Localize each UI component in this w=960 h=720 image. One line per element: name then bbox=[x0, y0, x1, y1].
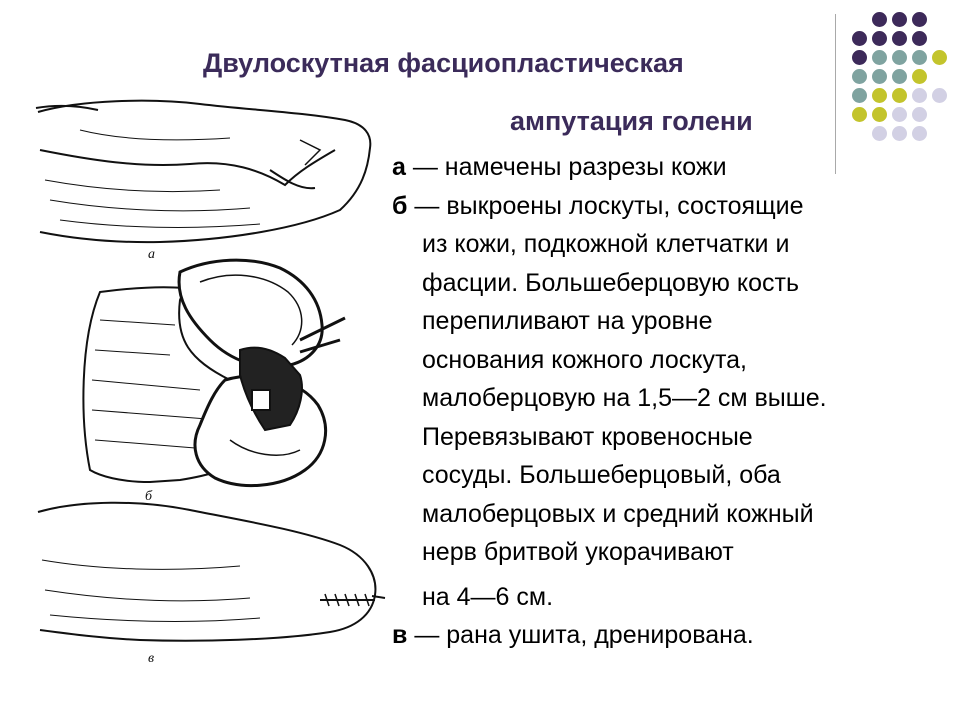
decorative-dot bbox=[912, 107, 927, 122]
item-first-line bbox=[392, 616, 952, 655]
item-continuation-line: сосуды. Большеберцовый, оба bbox=[422, 461, 781, 489]
item-letter: а bbox=[392, 153, 406, 181]
item-continuation-line: нерв бритвой укорачивают bbox=[422, 538, 734, 566]
description-text bbox=[392, 148, 952, 655]
item-text: — рана ушита, дренирована. bbox=[414, 621, 754, 649]
figure-v-label: в bbox=[148, 651, 155, 666]
slide-title-line-1: Двулоскутная фасциопластическая bbox=[203, 48, 684, 78]
decorative-dot-grid bbox=[852, 12, 952, 162]
amputation-illustrations bbox=[0, 80, 400, 720]
figure-b-label: б bbox=[145, 489, 153, 504]
decorative-dot bbox=[852, 50, 867, 65]
figure-a-label: а bbox=[148, 247, 155, 262]
decorative-dot bbox=[892, 12, 907, 27]
item-continuation-line: основания кожного лоскута, bbox=[422, 345, 747, 374]
item-1 bbox=[392, 148, 952, 187]
decorative-dot bbox=[892, 69, 907, 84]
item-text: — намечены разрезы кожи bbox=[412, 153, 727, 181]
decorative-dot bbox=[912, 126, 927, 141]
item-3 bbox=[392, 616, 952, 655]
decorative-dot bbox=[872, 31, 887, 46]
decorative-dot bbox=[892, 31, 907, 46]
decorative-dot bbox=[892, 126, 907, 141]
decorative-dot bbox=[912, 31, 927, 46]
decorative-dot bbox=[892, 88, 907, 103]
item-text: — выкроены лоскуты, состоящие bbox=[414, 191, 804, 220]
decorative-dot bbox=[912, 88, 927, 103]
item-continuation-line: фасции. Большеберцовую кость bbox=[422, 268, 799, 297]
item-continuation-line: перепиливают на уровне bbox=[422, 307, 713, 335]
decorative-dot bbox=[852, 31, 867, 46]
slide-title-line-2: ампутация голени bbox=[510, 106, 753, 136]
decorative-dot bbox=[872, 126, 887, 141]
item-continuation-line: малоберцовую на 1,5—2 см выше. bbox=[422, 384, 827, 412]
decorative-dot bbox=[892, 50, 907, 65]
decorative-dot bbox=[872, 12, 887, 27]
decorative-dot bbox=[872, 69, 887, 84]
decorative-dot bbox=[852, 69, 867, 84]
item-continuation-line: на 4—6 см. bbox=[422, 582, 554, 611]
decorative-dot bbox=[852, 88, 867, 103]
item-continuation-line: Перевязывают кровеносные bbox=[422, 422, 753, 451]
decorative-dot bbox=[912, 69, 927, 84]
figure-b-leg-drawing bbox=[83, 260, 345, 485]
item-2 bbox=[392, 187, 952, 617]
figure-v-leg-drawing bbox=[38, 503, 385, 641]
decorative-dot bbox=[932, 50, 947, 65]
item-first-line bbox=[392, 187, 952, 226]
item-letter: в bbox=[392, 621, 408, 649]
decorative-dot bbox=[932, 88, 947, 103]
decorative-dot bbox=[912, 12, 927, 27]
item-letter: б bbox=[392, 191, 408, 220]
decorative-dot bbox=[872, 50, 887, 65]
decorative-dot bbox=[872, 107, 887, 122]
decorative-dot bbox=[852, 107, 867, 122]
decorative-dot bbox=[872, 88, 887, 103]
item-continuation-line: из кожи, подкожной клетчатки и bbox=[422, 230, 790, 258]
item-continuation-line: малоберцовых и средний кожный bbox=[422, 499, 814, 528]
decorative-dot bbox=[892, 107, 907, 122]
figure-a-leg-drawing bbox=[36, 101, 370, 242]
item-first-line bbox=[392, 148, 952, 187]
decorative-dot bbox=[912, 50, 927, 65]
